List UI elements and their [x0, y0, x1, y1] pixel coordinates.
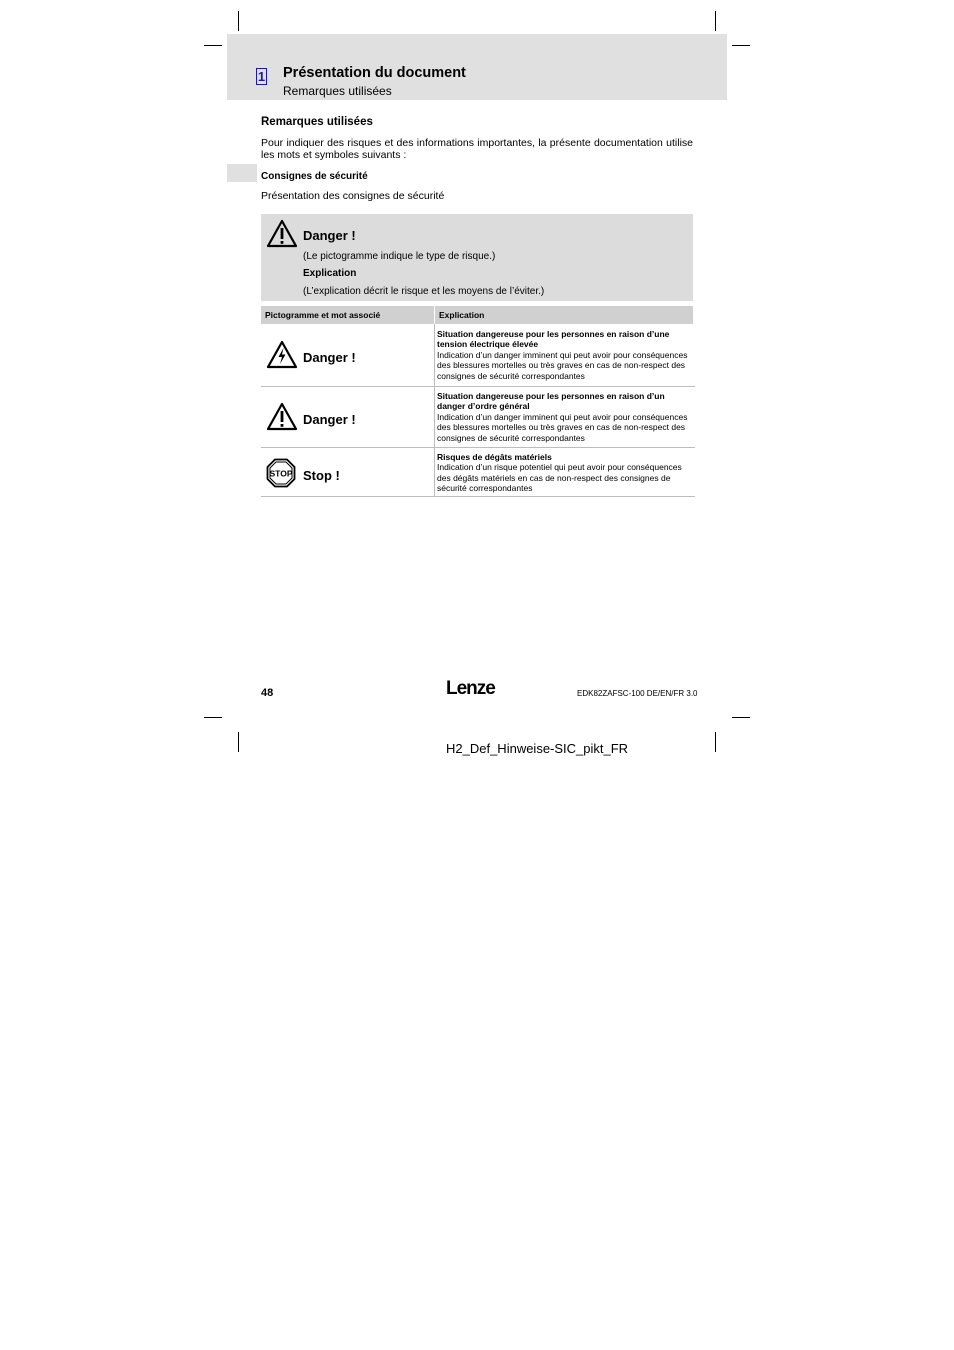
document-code: EDK82ZAFSC-100 DE/EN/FR 3.0 [577, 689, 698, 698]
safety-title: Consignes de sécurité [261, 171, 368, 182]
crop-mark [238, 11, 239, 31]
crop-mark [204, 45, 222, 46]
crop-mark [732, 717, 750, 718]
row-explication-title: Risques de dégâts matériels [437, 452, 552, 462]
general-hazard-icon [266, 402, 298, 437]
danger-word: Danger ! [303, 228, 356, 243]
crop-mark [732, 45, 750, 46]
row-explication [437, 329, 693, 381]
crop-mark [715, 11, 716, 31]
general-hazard-icon [266, 219, 298, 254]
row-signal-word: Danger ! [303, 350, 356, 365]
row-explication-title: Situation dangereuse pour les personnes en raison d’un danger d’ordre général [437, 391, 665, 412]
row-signal-word: Danger ! [303, 412, 356, 427]
column-divider [434, 324, 435, 497]
section-intro: Pour indiquer des risques et des informations importantes, la présente documentation utilise les mots et symboles suivants : [261, 137, 693, 161]
danger-pictogram-note: (Le pictogramme indique le type de risque.) [303, 251, 496, 262]
chapter-number: 1 [257, 69, 266, 84]
page-subtitle: Remarques utilisées [283, 84, 392, 98]
row-explication-text: Indication d’un risque potentiel qui peut avoir pour conséquences des dégâts matériels en cas de non-respect des consignes de sécurité correspondantes [437, 462, 682, 494]
stop-icon [266, 458, 296, 493]
row-explication-text: Indication d’un danger imminent qui peut avoir pour conséquences des blessures mortelles ou très graves en cas de non-respect des consignes de sécurité correspondantes [437, 349, 688, 381]
signal-word-table [261, 306, 695, 498]
side-tab-marker [227, 164, 257, 182]
row-explication-title: Situation dangereuse pour les personnes en raison d’une tension électrique élevée [437, 329, 670, 350]
section-title: Remarques utilisées [261, 116, 373, 128]
row-divider [261, 447, 695, 448]
row-divider [261, 386, 695, 387]
danger-explication-note: (L’explication décrit le risque et les moyens de l’éviter.) [303, 286, 545, 297]
row-explication [437, 391, 693, 443]
crop-mark [238, 732, 239, 752]
row-signal-word: Stop ! [303, 468, 340, 483]
table-header-explication: Explication [435, 306, 693, 324]
row-explication-text: Indication d’un danger imminent qui peut avoir pour conséquences des blessures mortelles ou très graves en cas de non-respect des consignes de sécurité correspondantes [437, 411, 688, 443]
lenze-logo: Lenze [446, 678, 495, 699]
table-header-pictogram: Pictogramme et mot associé [261, 306, 434, 324]
page-number: 48 [261, 687, 274, 699]
electrical-hazard-icon [266, 340, 298, 375]
crop-mark [204, 717, 222, 718]
row-divider [261, 496, 695, 497]
row-explication [437, 452, 693, 494]
crop-mark [715, 732, 716, 752]
stop-icon-label: STOP [269, 468, 293, 479]
safety-text: Présentation des consignes de sécurité [261, 190, 445, 202]
page-title: Présentation du document [283, 65, 466, 81]
danger-explication-label: Explication [303, 268, 357, 279]
file-name: H2_Def_Hinweise-SIC_pikt_FR [446, 741, 629, 756]
